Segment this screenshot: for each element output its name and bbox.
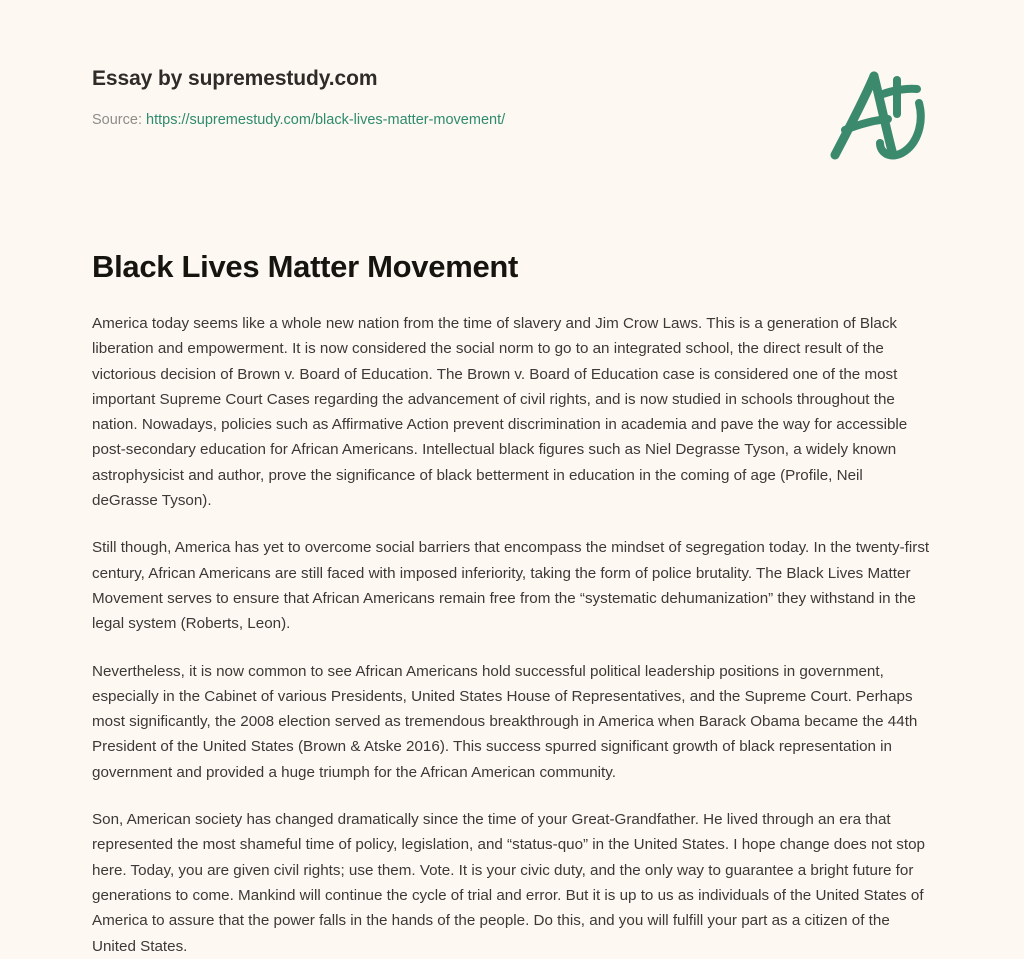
page-title: Black Lives Matter Movement: [92, 249, 519, 284]
article-body: [92, 311, 932, 959]
a-plus-logo-icon: [822, 58, 932, 166]
brand-title: Essay by supremestudy.com: [92, 67, 378, 90]
source-url-link[interactable]: https://supremestudy.com/black-lives-matter-movement/: [146, 112, 506, 129]
page-header: [92, 66, 932, 176]
paragraph: Nevertheless, it is now common to see African Americans hold successful political leadership positions in government, especially in the Cabinet of various Presidents, United States House of Representatives, and the Supreme Court. Perhaps most significantly, the 2008 election served as tremendous breakthrough in America when Barack Obama became the 44th President of the United States (Brown & Atske 2016). This success spurred significant growth of black representation in government and provided a huge triumph for the African American community.: [92, 662, 918, 781]
paragraph: Son, American society has changed dramatically since the time of your Great-Grandfather. He lived through an era that represented the most shameful time of policy, legislation, and “status-quo” in the United States. I hope change does not stop here. Today, you are given civil rights; use them. Vote. It is your civic duty, and the only way to guarantee a bright future for generations to come. Mankind will continue the cycle of trial and error. But it is up to us as individuals of the United States of America to assure that the power falls in the hands of the people. Do this, and you will fulfill your part as a citizen of the United States.: [92, 811, 925, 955]
source-label: Source:: [92, 112, 142, 129]
paragraph: America today seems like a whole new nation from the time of slavery and Jim Crow Laws. This is a generation of Black liberation and empowerment. It is now considered the social norm to go to an integrated school, the direct result of the victorious decision of Brown v. Board of Education. The Brown v. Board of Education case is considered one of the most important Supreme Court Cases regarding the advancement of civil rights, and is now studied in schools throughout the nation. Nowadays, policies such as Affirmative Action prevent discrimination in academia and pave the way for accessible post-secondary education for African Americans. Intellectual black figures such as Niel Degrasse Tyson, a widely known astrophysicist and author, prove the significance of black betterment in education in the coming of age (Profile, Neil deGrasse Tyson).: [92, 315, 908, 510]
paragraph: Still though, America has yet to overcome social barriers that encompass the mindset of segregation today. In the twenty-first century, African Americans are still faced with imposed inferiority, taking the form of police brutality. The Black Lives Matter Movement serves to ensure that African Americans remain free from the “systematic dehumanization” they withstand in the legal system (Roberts, Leon).: [92, 539, 930, 633]
source-line: [92, 91, 932, 130]
a-plus-logo[interactable]: [822, 58, 932, 166]
